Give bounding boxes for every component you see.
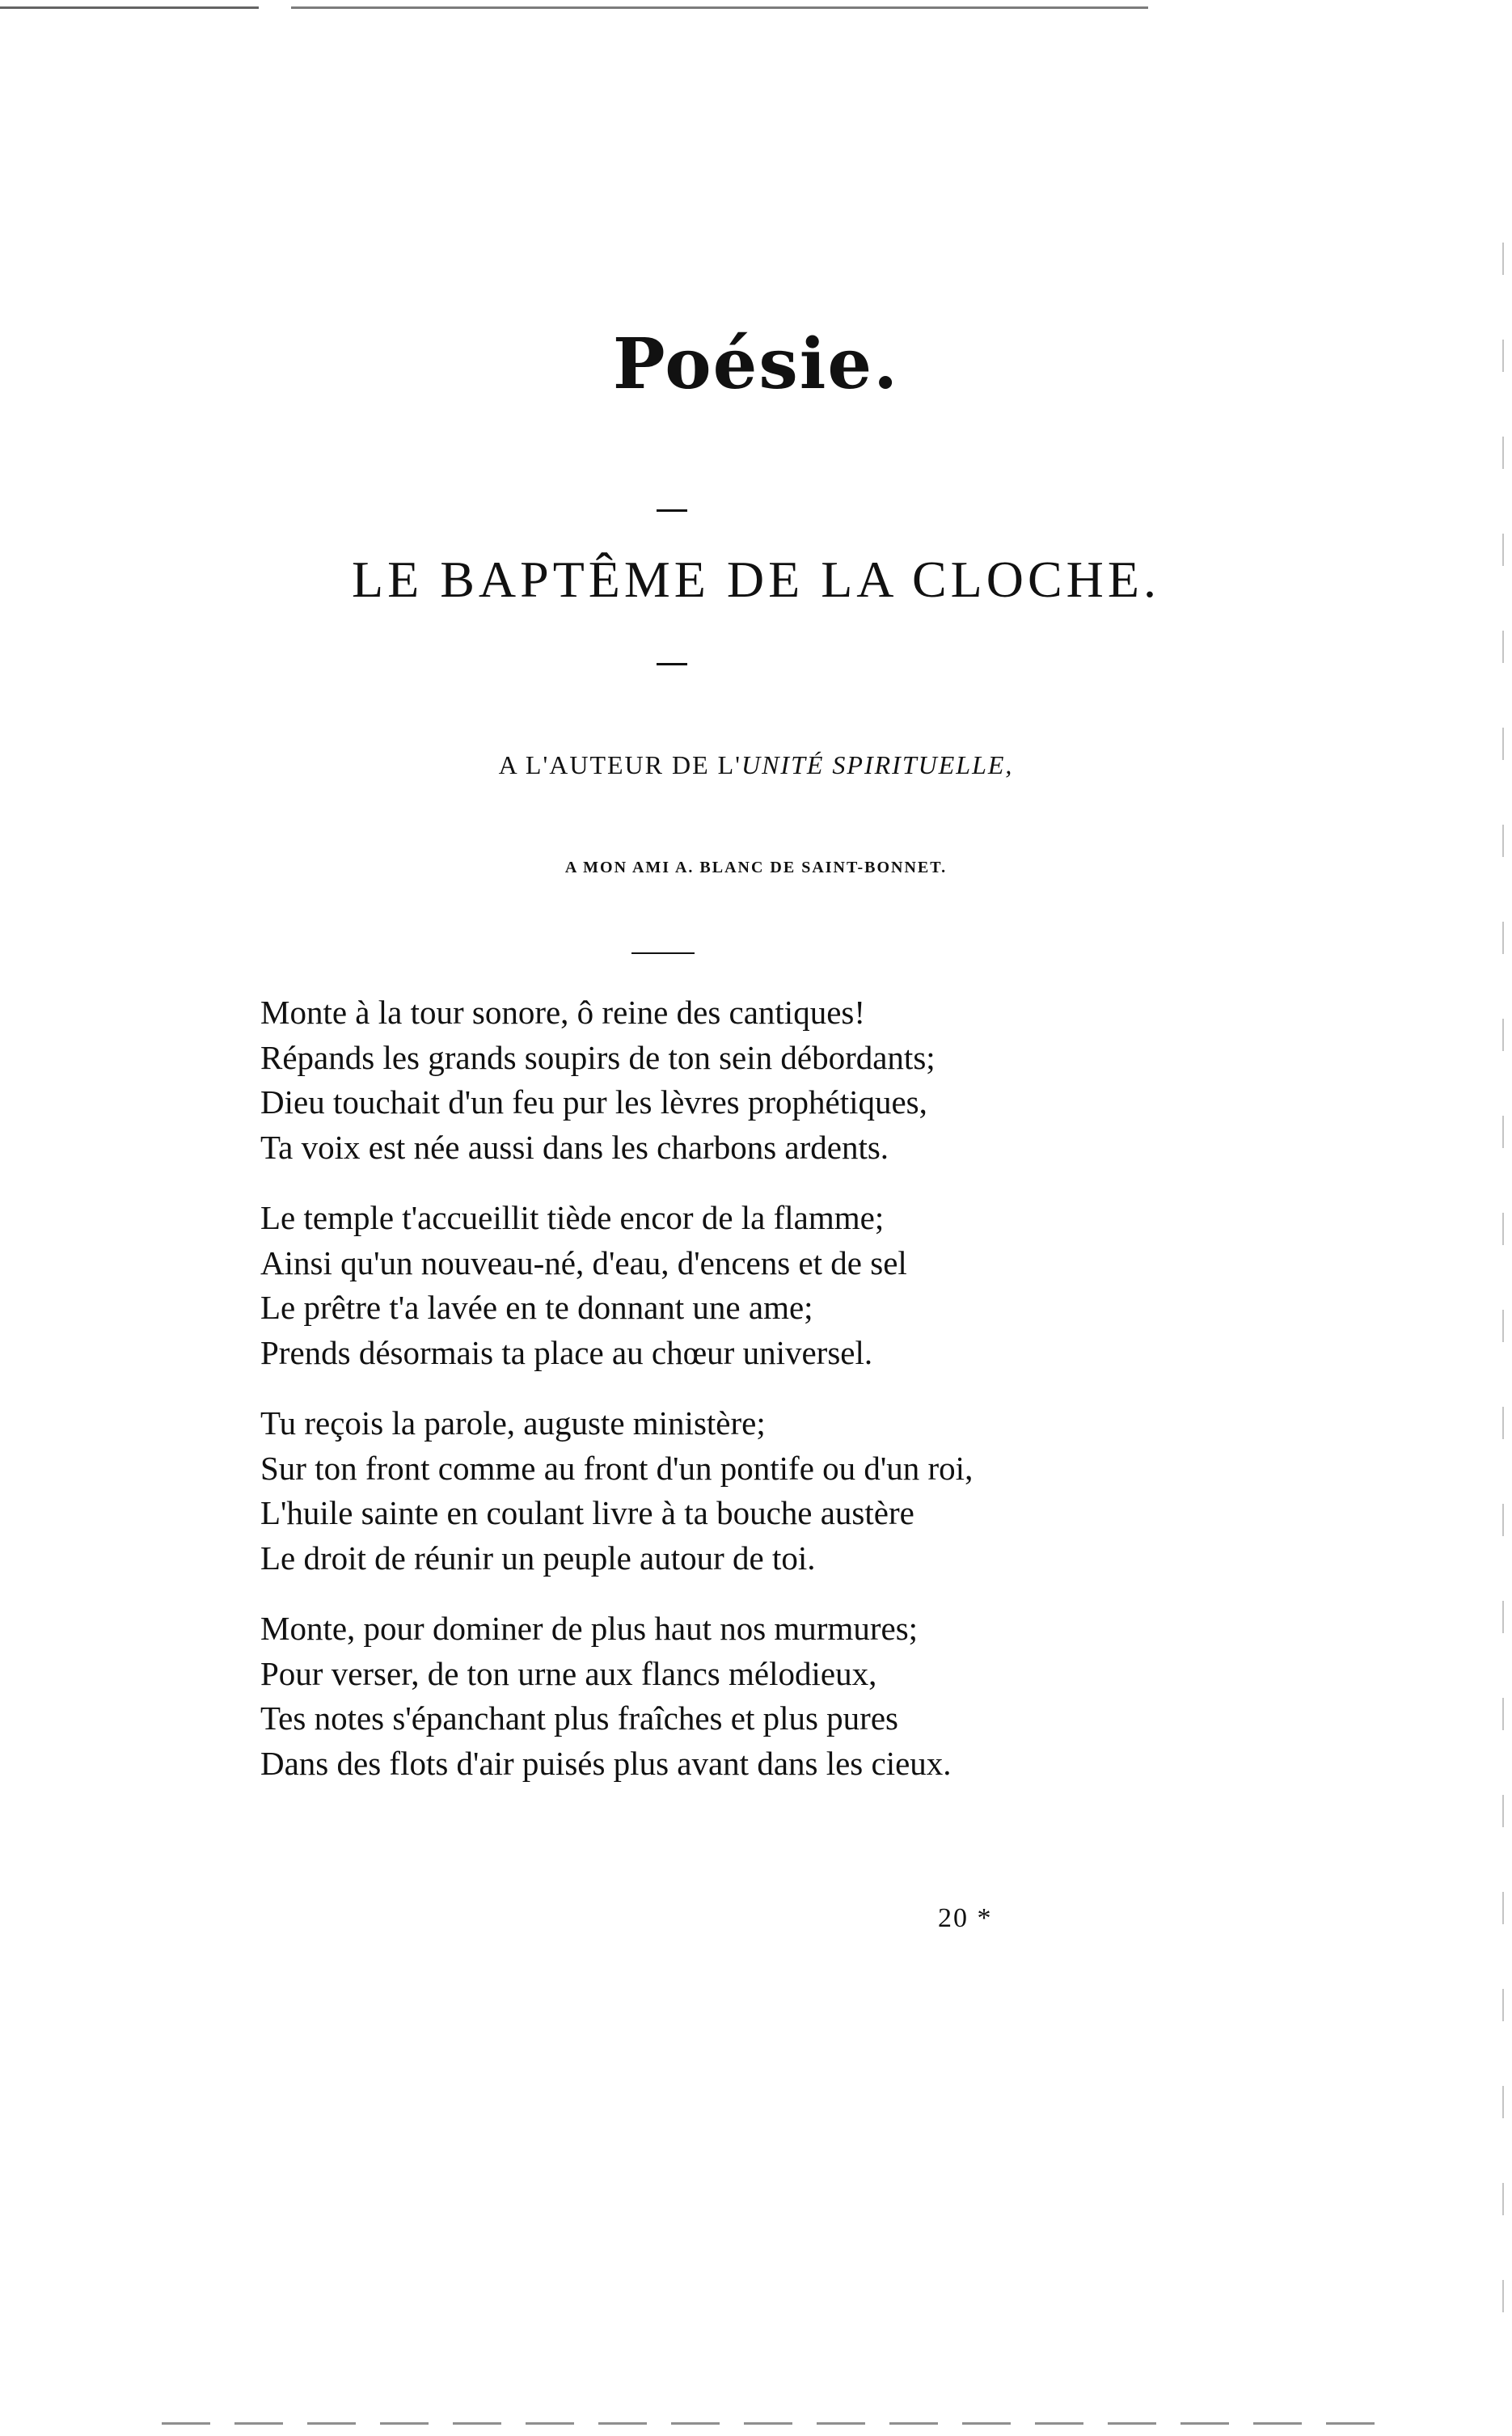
scan-edge-top <box>0 6 1512 9</box>
section-heading: Poésie. <box>612 323 900 405</box>
stanza <box>260 1401 1117 1581</box>
dedication-work-title: UNITÉ SPIRITUELLE, <box>741 750 1014 779</box>
verse-line: Le prêtre t'a lavée en te donnant une ame; <box>260 1289 813 1326</box>
verse-line: Le temple t'accueillit tiède encor de la flamme; <box>260 1199 885 1236</box>
verse-line: Tu reçois la parole, auguste ministère; <box>260 1404 766 1442</box>
verse-line: Pour verser, de ton urne aux flancs mélodieux, <box>260 1654 877 1692</box>
poem-title: LE BAPTÊME DE LA CLOCHE. <box>352 551 1160 608</box>
verse-line: Prends désormais ta place au chœur universel. <box>260 1333 873 1371</box>
verse-line: Le droit de réunir un peuple autour de toi. <box>260 1539 816 1577</box>
verse-line: Dieu touchait d'un feu pur les lèvres prophétiques, <box>260 1083 927 1121</box>
page-number: 20 * <box>938 1903 993 1933</box>
stanza <box>260 1196 1117 1375</box>
title-rule-top <box>657 509 687 512</box>
verse-line: L'huile sainte en coulant livre à ta bouche austère <box>260 1494 914 1531</box>
verse-line: Ainsi qu'un nouveau-né, d'eau, d'encens et de sel <box>260 1243 907 1281</box>
title-rule-bottom <box>657 663 687 665</box>
verse-line: Tes notes s'épanchant plus fraîches et plus pures <box>260 1699 898 1737</box>
scan-edge-bottom <box>162 2422 1375 2425</box>
verse-line: Dans des flots d'air puisés plus avant dans les cieux. <box>260 1744 952 1782</box>
verse-line: Monte, pour dominer de plus haut nos murmures; <box>260 1610 919 1647</box>
dedication-line <box>0 750 1512 780</box>
verse-line: Répands les grands soupirs de ton sein débordants; <box>260 1038 935 1076</box>
dedication-recipient: A MON AMI A. BLANC DE SAINT-BONNET. <box>564 859 948 876</box>
verse-line: Sur ton front comme au front d'un pontife ou d'un roi, <box>260 1449 974 1487</box>
verse-line: Ta voix est née aussi dans les charbons ardents. <box>260 1128 889 1166</box>
dedication-rule <box>631 952 695 954</box>
stanza <box>260 1606 1117 1786</box>
dedication-prefix: A L'AUTEUR DE L' <box>498 750 741 779</box>
verse-line: Monte à la tour sonore, ô reine des cantiques! <box>260 994 866 1031</box>
poem-body <box>260 990 1117 1812</box>
stanza <box>260 990 1117 1170</box>
